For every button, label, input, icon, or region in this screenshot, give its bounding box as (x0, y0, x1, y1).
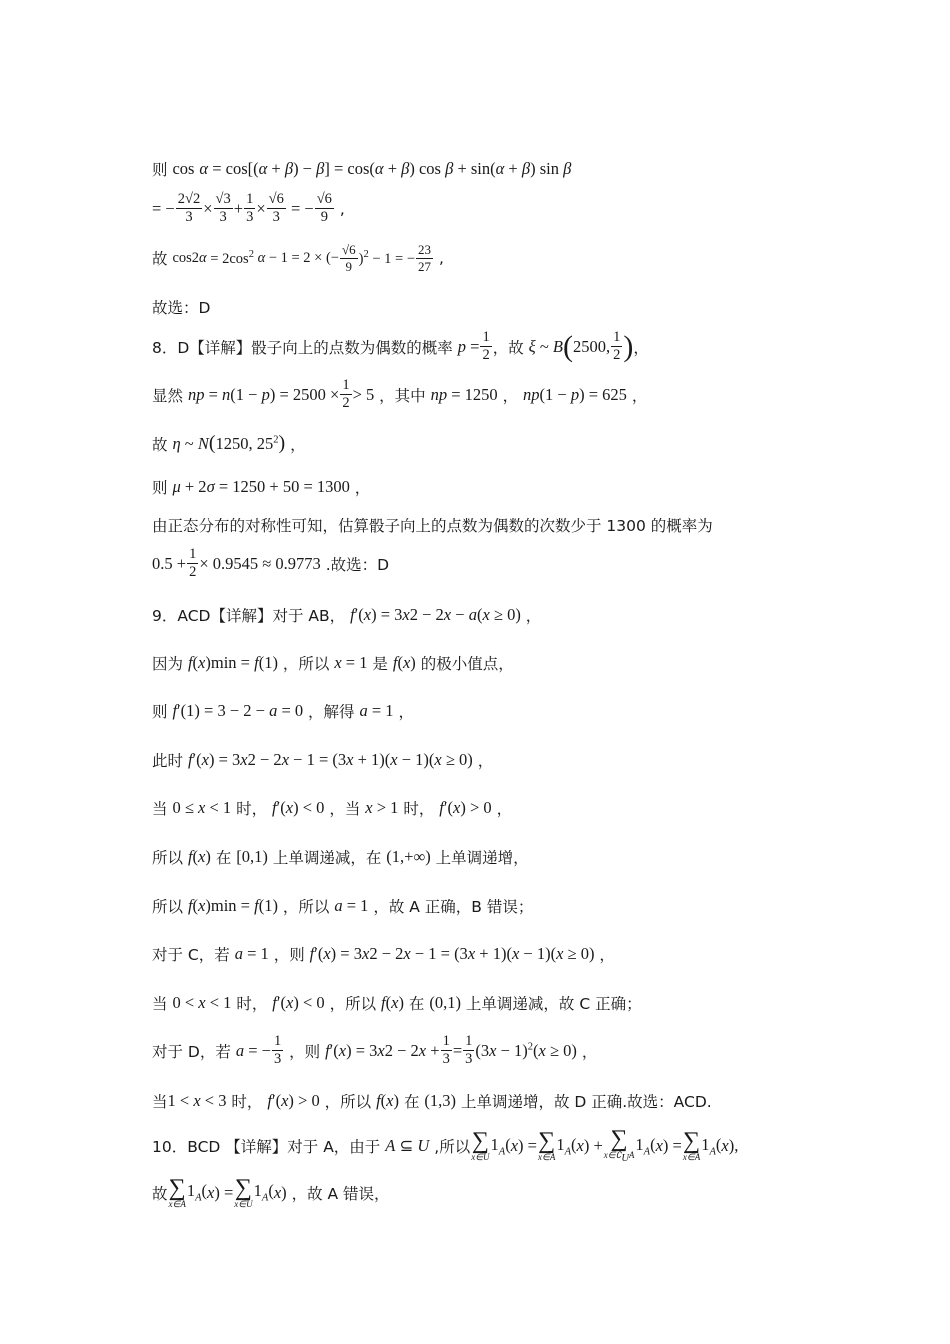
solution-line (152, 296, 210, 318)
solution-line: 当 0 < x < 1 时， f ′( x ) < 0 ，所以 f ( x ) 在 (0,1) 上单调递减，故 C 正确； (152, 993, 642, 1013)
solution-line: 则 f ′(1) = 3 − 2 − a = 0 ，解得 a = 1 ， (152, 701, 414, 721)
solution-line: 显然 np = n (1 − p ) = 2500 × $\frac{1}{2}$ > 5 ，其中 np = 1250 ， np (1 − p ) = 625 ， (152, 377, 648, 412)
solution-line (152, 514, 713, 536)
solution-line: 当 0 ≤ x < 1 时， f ′( x ) < 0 ，当 x > 1 时， f ′( x ) > 0 ， (152, 798, 513, 818)
solution-line: 故 η ~ N ( 1250, $25^2$ ) ， (152, 432, 306, 454)
solution-line: 9．ACD【详解】对于 AB， f ′( x ) = 3 x 2 − 2 x − a ( x ≥ 0) ， (152, 605, 542, 625)
solution-line: 则 μ + 2 σ = 1250 + 50 = 1300 ， (152, 477, 371, 497)
solution-line: 故 cos2 α = $2\cos^2$ α − 1 = 2 × (− $\frac{√6}{9}$ )$^2$ − 1 = − $\frac{23}{27}$ , (152, 242, 444, 274)
solution-line: 则 cos α = cos[( α + β ) − β ] = cos( α + β ) cos β + sin( α + β ) sin β (152, 159, 572, 179)
solution-line: 对于 C，若 a = 1 ，则 f ′( x ) = 3 x 2 − 2 x − 1 = (3 x + 1)( x − 1)( x ≥ 0) ， (152, 944, 615, 964)
solution-line: 所以 f ( x ) 在 [0,1) 上单调递减，在 (1,+∞) 上单调递增， (152, 847, 529, 867)
solution-line: 当 1 < x < 3 时， f ′( x ) > 0 ，所以 f ( x ) 在 (1,3) 上单调递增，故 D 正确.故选：ACD. (152, 1091, 712, 1111)
solution-line: 8．D【详解】骰子向上的点数为偶数的概率 p = $\frac{1}{2}$ ，故 ξ ~ B ( 2500, $\frac{1}{2}$ ) ， (152, 329, 649, 364)
solution-line: = − $\frac{2√2}{3}$ × $\frac{√3}{3}$ + $\frac{1}{3}$ × $\frac{√6}{3}$ = − $\frac{√6}{9}$ , (152, 191, 345, 226)
solution-line: 因为 f ( x ) min = f (1) ，所以 x = 1 是 f ( x ) 的极小值点， (152, 653, 514, 673)
answer-text: 故选：D (152, 299, 211, 317)
solution-line: 故 ∑ x∈A $1_A$( x ) = ∑ x∈U $1_A$( x ) ，故 A 错误， (152, 1175, 390, 1209)
solution-line: 所以 f ( x ) min = f (1) ，所以 a = 1 ，故 A 正确，B 错误； (152, 896, 534, 916)
solution-line: 0.5 + $\frac{1}{2}$ × 0.9545 ≈ 0.9773 .故选：D (152, 546, 390, 581)
solution-line: 10．BCD 【详解】对于 A，由于 A ⊆ U ,所以 ∑ x∈U $1_A$( x ) = ∑ x∈A $1_A$( x ) + ∑ $x\in∁_UA$ $1_A$( x ) = ∑ x∈A $1_A$( x ), (152, 1126, 739, 1164)
paragraph-text: 由正态分布的对称性可知，估算骰子向上的点数为偶数的次数少于 1300 的概率为 (152, 517, 713, 535)
solution-line: 对于 D，若 a = − $\frac{1}{3}$ ，则 f ′( x ) = 3 x 2 − 2 x + $\frac{1}{3}$ = $\frac{1}{3}$ (3 x − 1)$^2$( x ≥ 0) ， (152, 1033, 598, 1068)
solution-line: 此时 f ′( x ) = 3 x 2 − 2 x − 1 = (3 x + 1)( x − 1)( x ≥ 0) ， (152, 750, 494, 770)
